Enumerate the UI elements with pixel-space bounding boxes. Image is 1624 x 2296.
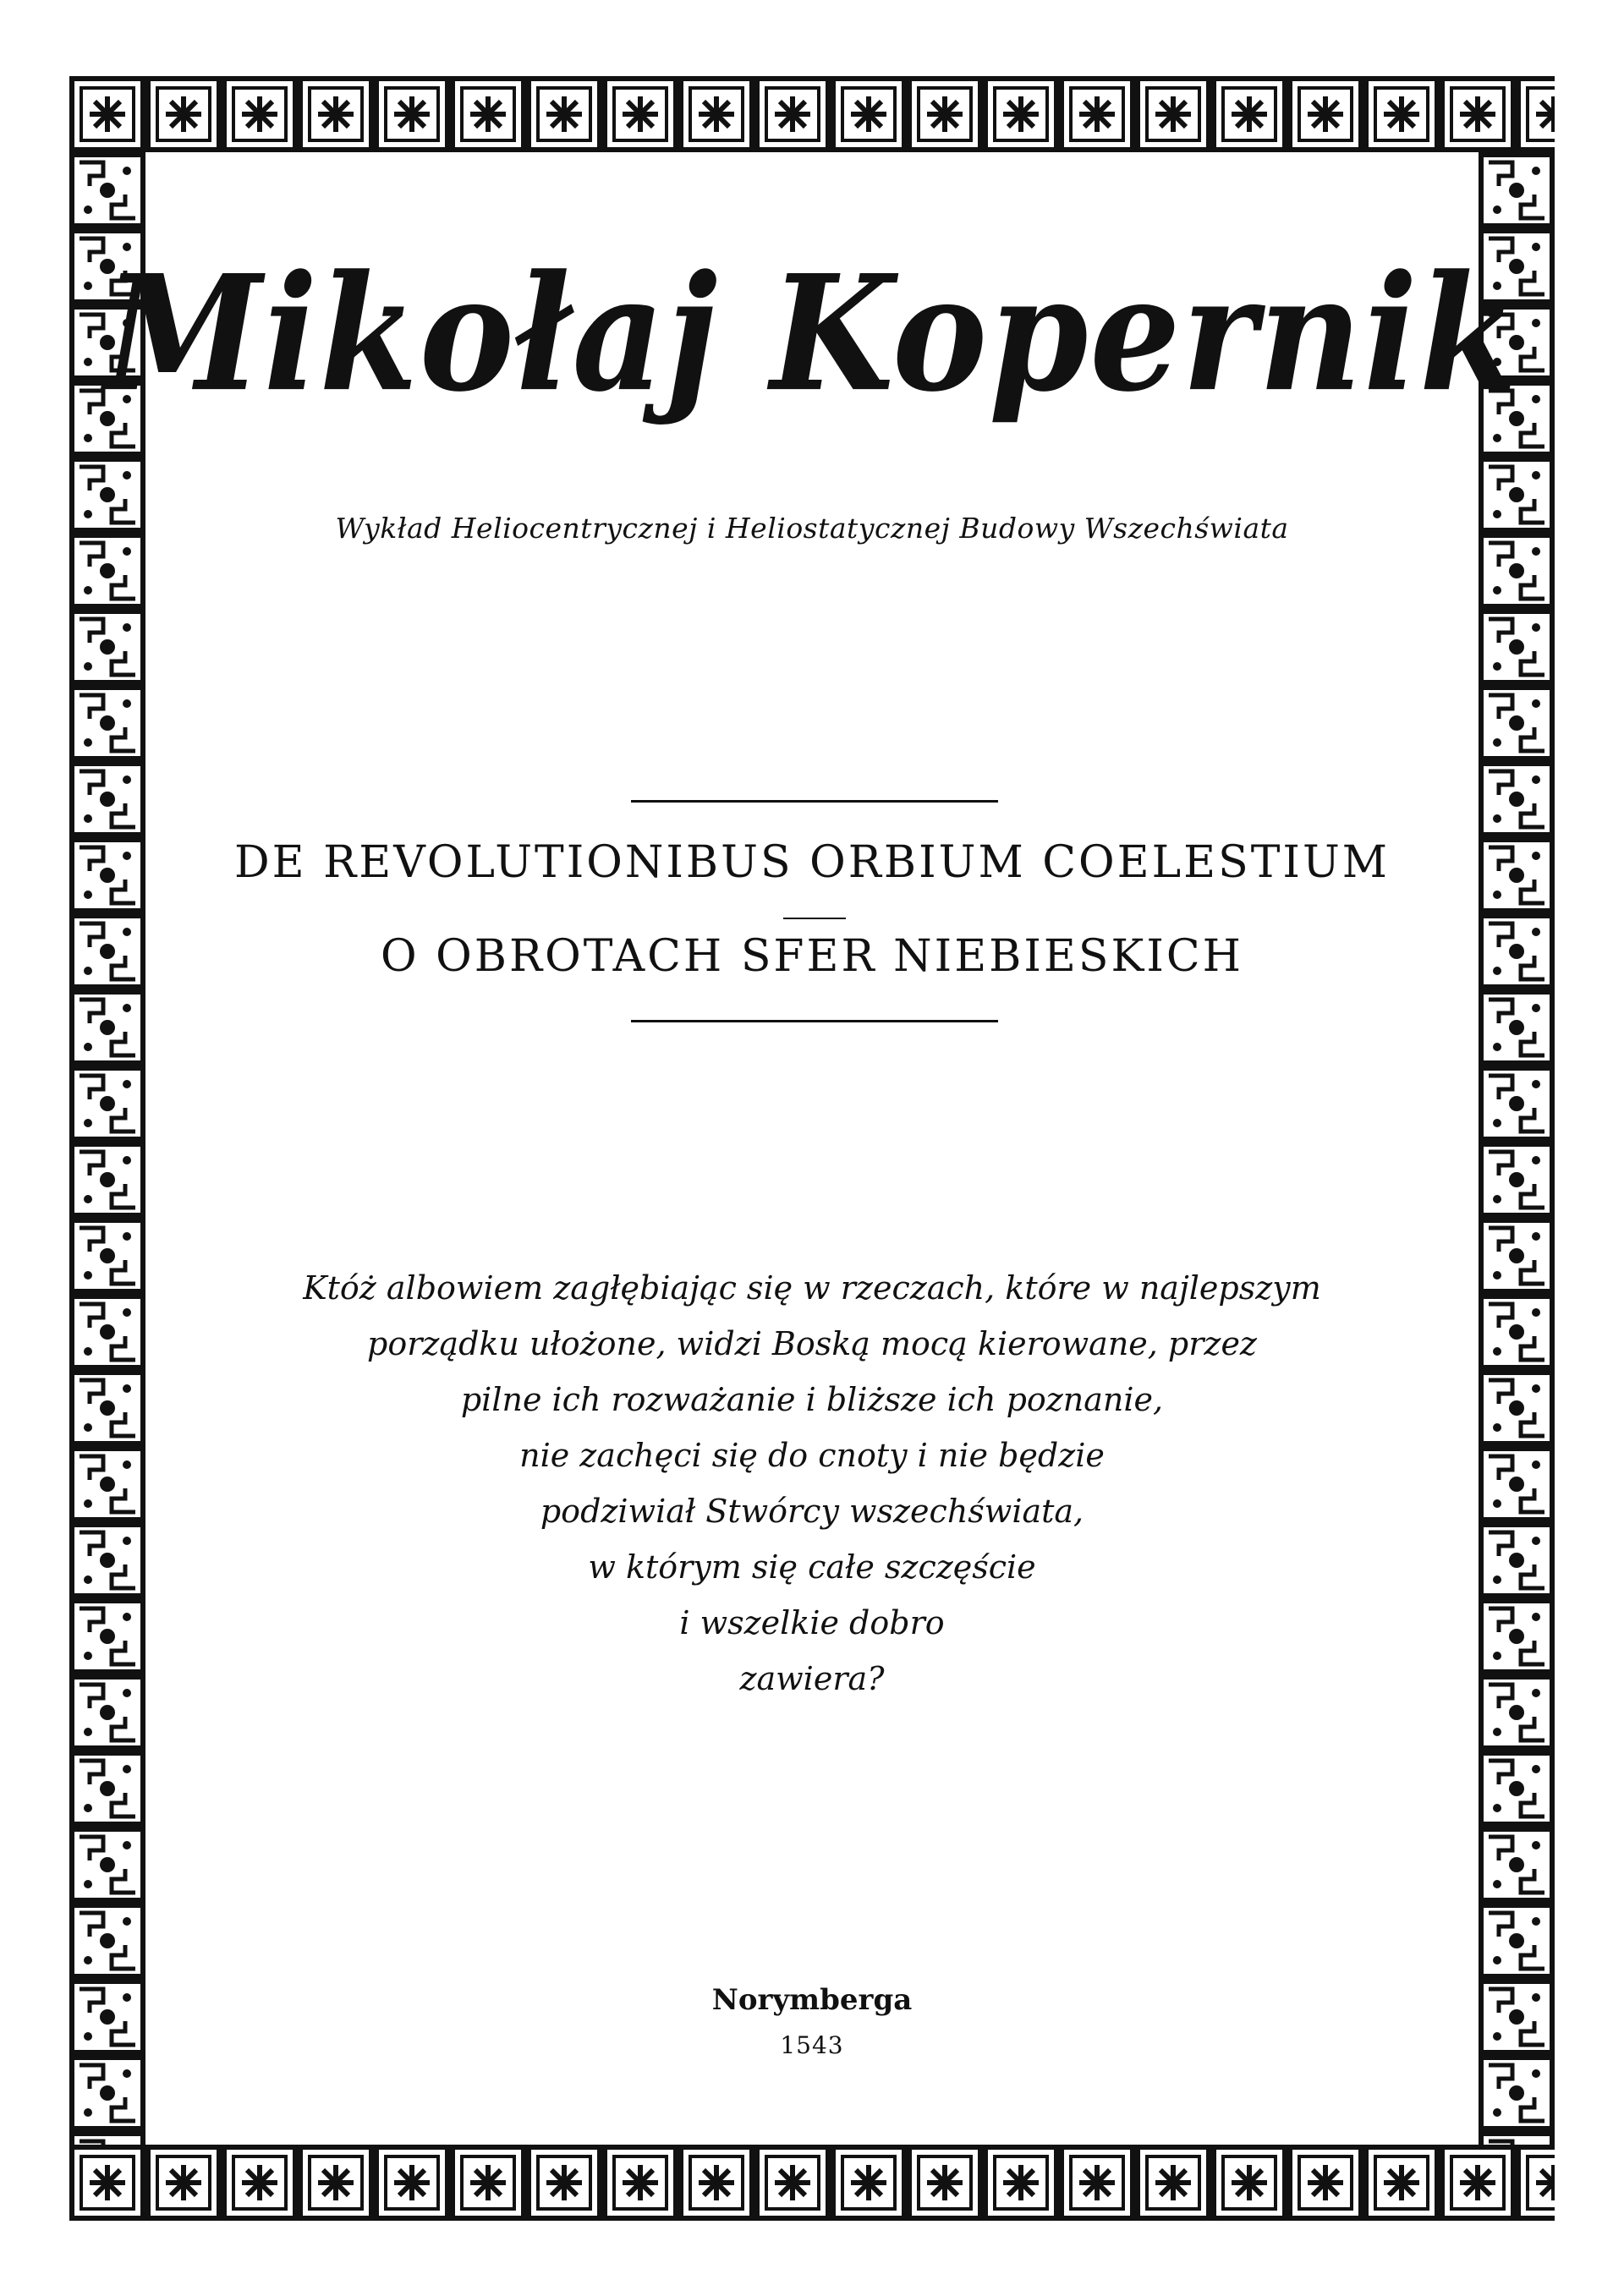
- quote-line: Któż albowiem zagłębiając się w rzeczach, które w najlepszym: [303, 1269, 1321, 1307]
- quote-line: w którym się całe szczęście: [588, 1548, 1036, 1586]
- quote-line: porządku ułożone, widzi Boską mocą kierowane, przez: [367, 1325, 1257, 1362]
- work-title-latin: DE REVOLUTIONIBUS ORBIUM COELESTIUM: [233, 837, 1391, 888]
- work-title-polish: O OBROTACH SFER NIEBIESKICH: [380, 931, 1244, 982]
- quote-block: [0, 1260, 1624, 1707]
- page-subtitle: Wykład Heliocentrycznej i Heliostatycznej Budowy Wszechświata: [335, 512, 1289, 545]
- divider-top: [631, 800, 998, 803]
- border-top-ornament: [69, 76, 1555, 152]
- divider-bottom: [631, 1020, 998, 1022]
- border-bottom-ornament: [69, 2145, 1555, 2221]
- quote-line: pilne ich rozważanie i bliższe ich poznanie,: [460, 1381, 1164, 1418]
- border-left-ornament: [69, 152, 145, 2145]
- page-title: Mikołaj Kopernik: [104, 239, 1520, 427]
- border-right-ornament: [1479, 152, 1555, 2145]
- quote-line: i wszelkie dobro: [679, 1604, 945, 1641]
- imprint-place: Norymberga: [711, 1983, 913, 2017]
- quote-line: nie zachęci się do cnoty i nie będzie: [519, 1437, 1105, 1474]
- quote-line: zawiera?: [739, 1660, 885, 1697]
- divider-middle: [783, 918, 846, 919]
- quote-line: podziwiał Stwórcy wszechświata,: [540, 1493, 1084, 1530]
- imprint-year: 1543: [780, 2031, 844, 2059]
